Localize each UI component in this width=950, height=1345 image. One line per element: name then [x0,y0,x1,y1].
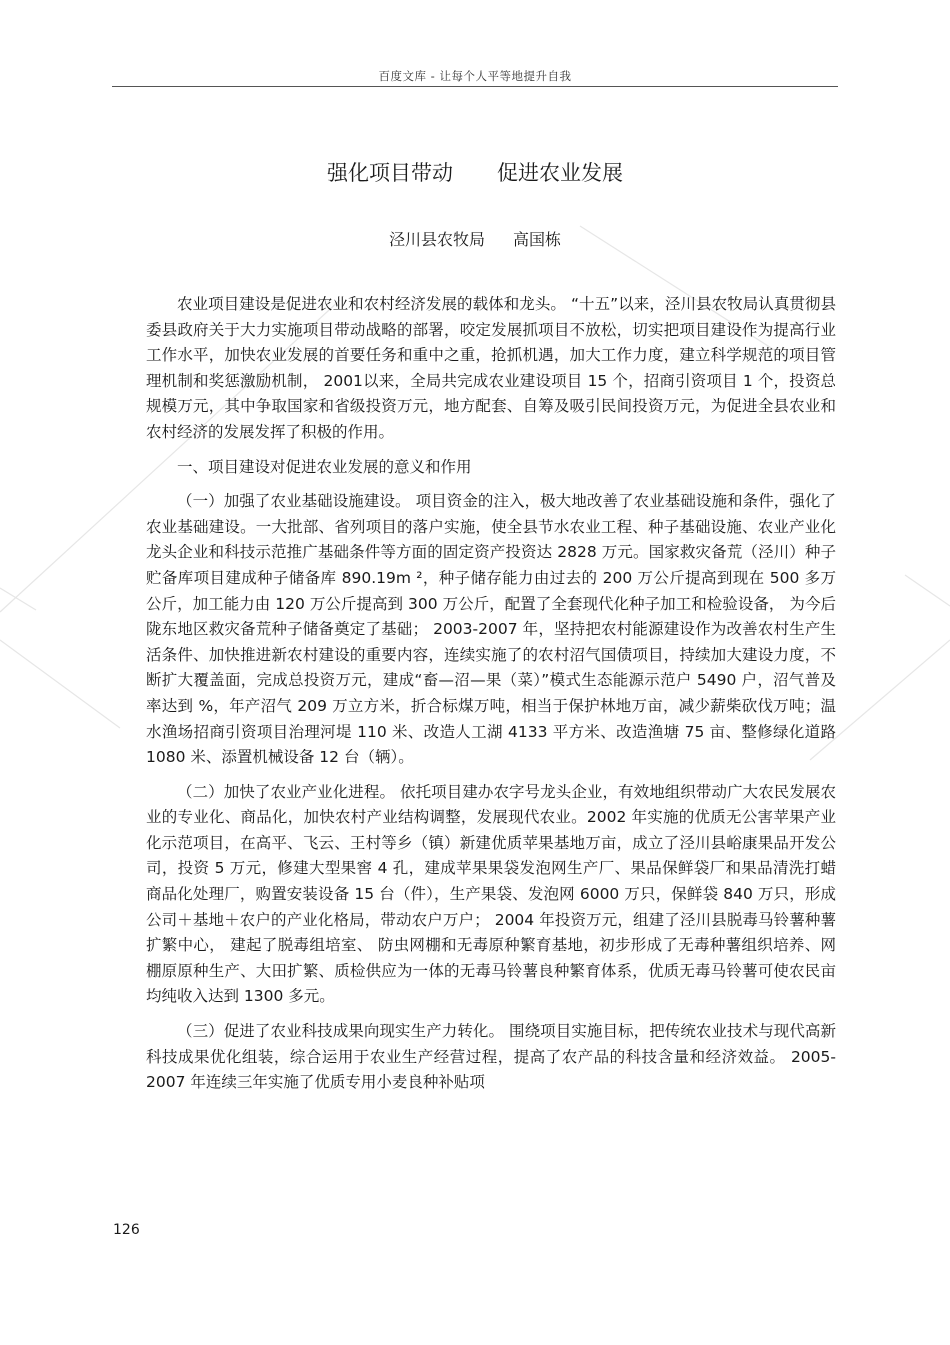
author-name: 高国栋 [513,230,562,249]
article-title [0,157,950,187]
paragraph-industrialization: （二）加快了农业产业化进程。 依托项目建办农字号龙头企业，有效地组织带动广大农民发展农业的专业化、商品化，加快农村产业结构调整，发展现代农业。2002 年实施的优质无公害苹果产业化示范项目，在高平、飞云、王村等乡（镇）新建优质苹果基地万亩，成立了泾川县峪康果品开发公司，投资 5 万元，修建大型果窖 4 孔，建成苹果果袋发泡网生产厂、果品保鲜袋厂和果品清洗打蜡商品化处理厂，购置安装设备 15 台（件），生产果袋、发泡网 6000 万只，保鲜袋 840 万只，形成公司＋基地＋农户的产业化格局，带动农户万户； 2004 年投资万元，组建了泾川县脱毒马铃薯种薯扩繁中心， 建起了脱毒组培室、 防虫网棚和无毒原种繁育基地，初步形成了无毒种薯组织培养、网棚原原种生产、大田扩繁、质检供应为一体的无毒马铃薯良种繁育体系，优质无毒马铃薯可使农民亩均纯收入达到 1300 多元。 [146,782,836,1006]
page-header: 百度文库 - 让每个人平等地提升自我 [378,69,572,83]
header-divider [112,86,838,87]
page-number: 126 [113,1222,140,1238]
title-part-1: 强化项目带动 [327,161,453,185]
paragraph-technology: （三）促进了农业科技成果向现实生产力转化。 围绕项目实施目标，把传统农业技术与现代高新科技成果优化组装，综合运用于农业生产经营过程，提高了农产品的科技含量和经济效益。 2005-2007 年连续三年实施了优质专用小麦良种补贴项 [146,1022,836,1092]
paragraph-infrastructure: （一）加强了农业基础设施建设。 项目资金的注入，极大地改善了农业基础设施和条件，强化了农业基础建设。一大批部、省列项目的落户实施，使全县节水农业工程、种子基础设施、农业产业化龙头企业和科技示范推广基础条件等方面的固定资产投资达 2828 万元。国家救灾备荒（泾川）种子贮备库项目建成种子储备库 890.19m ²，种子储存能力由过去的 200 万公斤提高到现在 500 多万公斤，加工能力由 120 万公斤提高到 300 万公斤，配置了全套现代化种子加工和检验设备， 为今后陇东地区救灾备荒种子储备奠定了基础； 2003-2007 年，坚持把农村能源建设作为改善农村生产生活条件、加快推进新农村建设的重要内容，连续实施了的农村沼气国债项目，持续加大建设力度，不断扩大覆盖面，完成总投资万元，建成“畜—沼—果（菜）”模式生态能源示范户 5490 户，沼气普及率达到 %，年产沼气 209 万立方米，折合标煤万吨，相当于保护林地万亩，减少薪柴砍伐万吨；温水渔场招商引资项目治理河堤 110 米、改造人工湖 4133 平方米、改造渔塘 75 亩、整修绿化道路 1080 米、添置机械设备 12 台（辆）。 [146,492,837,767]
section-heading-1: 一、项目建设对促进农业发展的意义和作用 [177,457,472,476]
byline [0,227,950,250]
article-body [146,292,836,1096]
title-part-2: 促进农业发展 [497,161,623,185]
paragraph-intro: 农业项目建设是促进农业和农村经济发展的载体和龙头。 “十五”以来，泾川县农牧局认真贯彻县委县政府关于大力实施项目带动战略的部署，咬定发展抓项目不放松，切实把项目建设作为提高行业工作水平，加快农业发展的首要任务和重中之重，抢抓机遇，加大工作力度，建立科学规范的项目管理机制和奖惩激励机制， 2001以来，全局共完成农业建设项目 15 个，招商引资项目 1 个，投资总规模万元，其中争取国家和省级投资万元，地方配套、自筹及吸引民间投资万元，为促进全县农业和农村经济的发展发挥了积极的作用。 [146,295,836,441]
author-organization: 泾川县农牧局 [388,230,485,249]
